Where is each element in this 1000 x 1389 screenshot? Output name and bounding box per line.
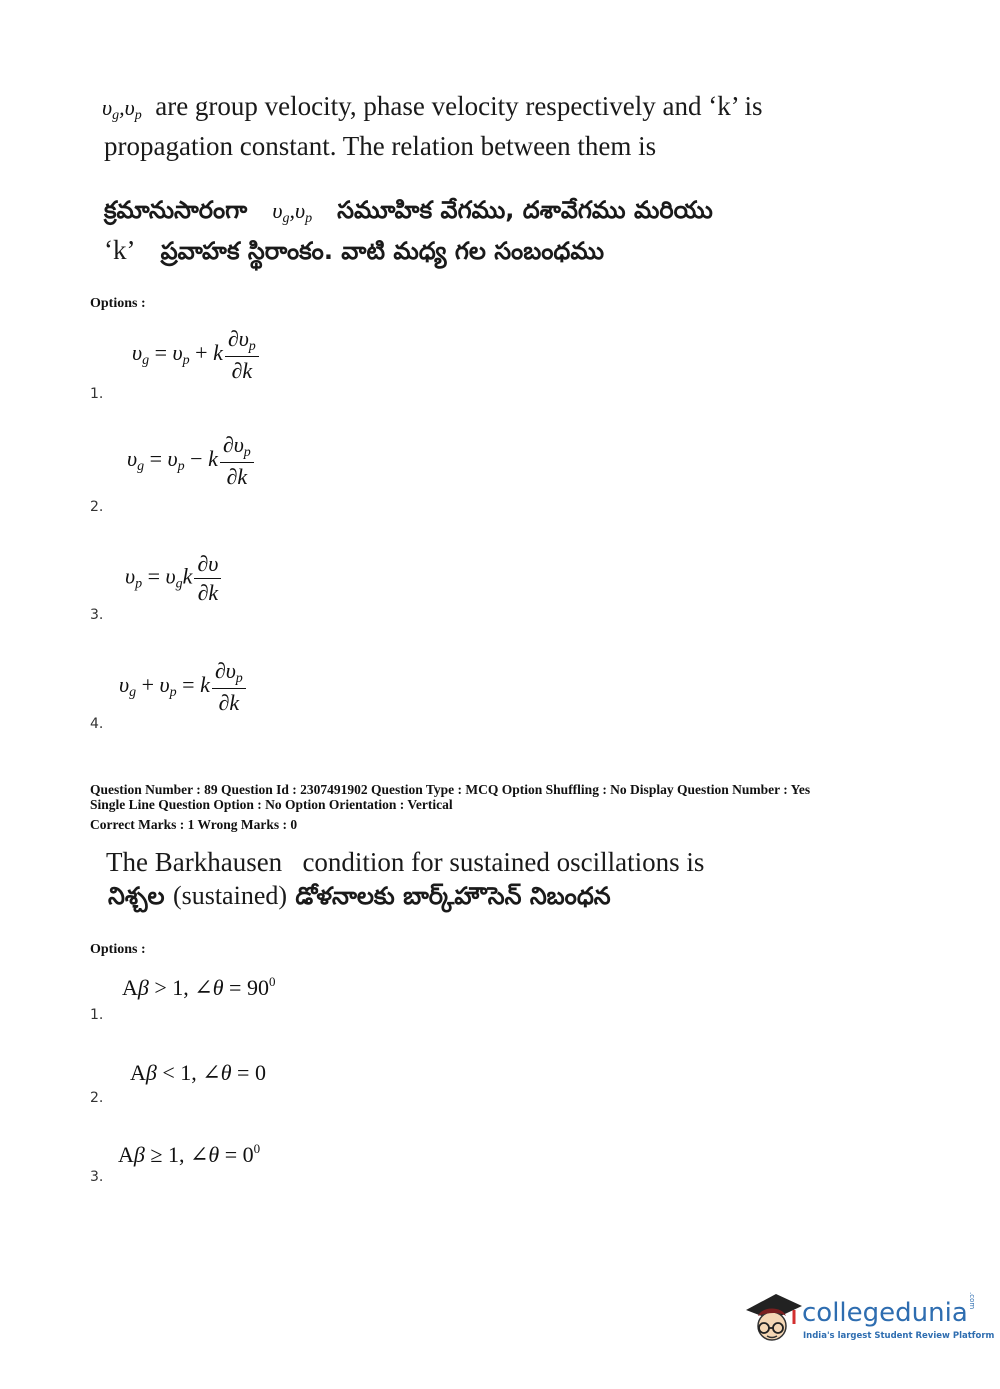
q88-statement-en-line2: propagation constant. The relation between them is xyxy=(104,131,657,161)
q88-option-3-expr[interactable]: $\upsilon_p = \upsilon_gk$ $\frac{\partial\upsilon}{\partial k}$ xyxy=(125,551,223,606)
q88-option-2-expr[interactable]: $\upsilon_g = \upsilon_p - k$ $\frac{\partial\upsilon_p}{\partial k}$ xyxy=(127,432,256,490)
q89-option-1-expr[interactable]: Aβ > 1, ∠θ = $90^0$ xyxy=(122,974,276,1000)
q89-te-a: నిశ్చల xyxy=(108,882,165,910)
q89-te-b: (sustained) xyxy=(172,881,288,910)
te-vg-vp-vars: $\upsilon_g,\upsilon_p$ xyxy=(272,198,313,226)
q89-option-2-number: 2. xyxy=(90,1090,104,1106)
mascot-icon xyxy=(742,1284,804,1354)
q88-te-line1-b: సమూహిక వేగము, దశావేగము మరియు xyxy=(337,196,713,224)
q88-option-4-number: 4. xyxy=(90,716,104,732)
q89-te-c: డోళనాలకు బార్క్‌హౌసెన్ నిబంధన xyxy=(295,882,611,910)
q88-te-line2-text: ప్రవాహక స్థిరాంకం. వాటి మధ్య గల సంబంధము xyxy=(160,237,605,265)
q89-meta-line2: Single Line Question Option : No Option Orientation : Vertical xyxy=(90,797,453,812)
q89-en-a: The Barkhausen xyxy=(106,847,283,877)
k-symbol: ‘k’ xyxy=(104,235,136,265)
q89-option-1-number: 1. xyxy=(90,1007,104,1023)
q88-en-line1-text: are group velocity, phase velocity respectively and ‘k’ is xyxy=(155,91,763,121)
q89-statement-te xyxy=(108,876,611,916)
q89-option-3-number: 3. xyxy=(90,1169,104,1185)
logo-tagline: India's largest Student Review Platform xyxy=(803,1331,995,1341)
q89-option-3-expr[interactable]: Aβ ≥ 1, ∠θ = $0^0$ xyxy=(118,1141,261,1167)
q88-option-4-expr[interactable]: $\upsilon_g + \upsilon_p = k$ $\frac{\partial\upsilon_p}{\partial k}$ xyxy=(119,658,248,716)
q88-option-1-number: 1. xyxy=(90,386,104,402)
q88-option-2-number: 2. xyxy=(90,499,104,515)
logo-suffix: .com xyxy=(967,1292,976,1310)
q89-meta-line3: Correct Marks : 1 Wrong Marks : 0 xyxy=(90,817,298,832)
q89-en-b: condition for sustained oscillations is xyxy=(302,847,705,877)
q89-meta-line1: Question Number : 89 Question Id : 2307491902 Question Type : MCQ Option Shuffling : No Display Question Number : Yes xyxy=(90,782,811,797)
q88-statement-te-line2 xyxy=(104,230,604,271)
q89-options-label: Options : xyxy=(90,942,146,957)
vg-vp-vars: $\upsilon_g,\upsilon_p$ xyxy=(102,95,142,123)
q88-option-3-number: 3. xyxy=(90,607,104,623)
q88-option-1-expr[interactable]: $\upsilon_g = \upsilon_p + k$ $\frac{\partial\upsilon_p}{\partial k}$ xyxy=(132,326,261,384)
logo-wordmark xyxy=(802,1292,976,1328)
q89-option-2-expr[interactable]: Aβ < 1, ∠θ = 0 xyxy=(130,1060,266,1085)
q88-te-line1-a: క్రమానుసారంగా xyxy=(104,196,248,224)
logo-name: collegedunia xyxy=(802,1298,968,1329)
q88-options-label: Options : xyxy=(90,296,146,311)
